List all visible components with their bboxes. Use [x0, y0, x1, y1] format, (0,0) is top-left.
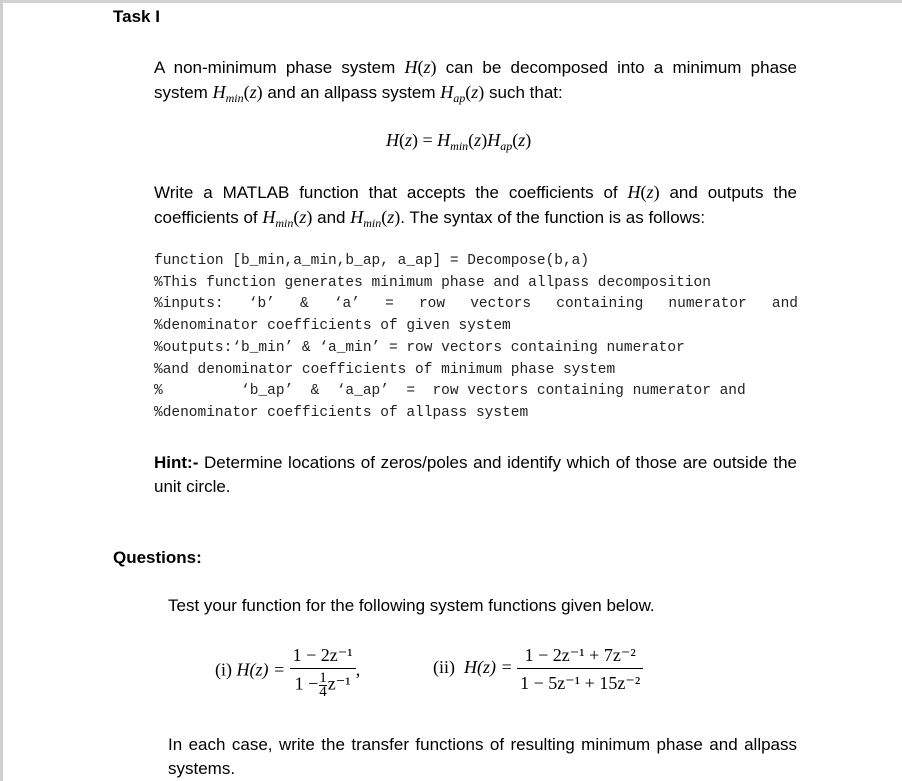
eq1-label: (i)	[215, 659, 232, 680]
code-line: %denominator coefficients of allpass system	[154, 404, 529, 421]
code-line: %and denominator coefficients of minimum phase system	[154, 361, 616, 378]
intro-text-4: such that:	[489, 83, 563, 102]
top-border	[2, 0, 902, 3]
math-Hmin: $H_{min}(z)$	[212, 82, 263, 105]
eq1-den-z: z⁻¹	[327, 673, 351, 694]
matlab-code-block	[154, 251, 798, 425]
eq1-fraction	[290, 644, 356, 699]
code-line: function [b_min,a_min,b_ap, a_ap] = Decompose(b,a)	[154, 253, 590, 269]
eq1-numerator: 1 − 2z⁻¹	[292, 645, 353, 665]
task-title: Task I	[113, 7, 160, 26]
questions-title: Questions:	[113, 548, 202, 567]
hint-label: Hint:-	[154, 453, 199, 472]
math-Hmin-3: $H_{min}(z)$	[350, 207, 401, 230]
eq2-denominator: 1 − 5z⁻¹ + 15z⁻²	[517, 668, 643, 694]
intro-text-2: can be decomposed into a minimum phase system	[154, 58, 797, 102]
eq2-numerator: 1 − 2z⁻¹ + 7z⁻²	[524, 645, 636, 665]
closing-paragraph: In each case, write the transfer functions of resulting minimum phase and allpass systems.	[168, 735, 797, 778]
equation-i	[215, 644, 360, 699]
decomposition-equation: $H(z) = H_{min}(z)H_{ap}(z)$	[386, 130, 532, 153]
intro-text-1: A non-minimum phase system	[154, 58, 396, 77]
intro-text-3: and an allpass system	[267, 83, 436, 102]
questions-intro: Test your function for the following system functions given below.	[168, 596, 655, 615]
write-text-2: and outputs the coefficients of	[154, 183, 797, 227]
intro-paragraph	[154, 55, 797, 105]
math-H-2: H(z)	[627, 182, 660, 202]
code-line: % ‘b_ap’ & ‘a_ap’ = row vectors containing numerator and	[154, 383, 746, 400]
write-text-1: Write a MATLAB function that accepts the coefficients of	[154, 183, 618, 202]
eq2-lhs: H(z) =	[464, 657, 513, 678]
math-Hmin-2: $H_{min}(z)$	[262, 207, 313, 230]
quarter-den: 4	[319, 684, 327, 700]
math-H: H(z)	[404, 57, 437, 77]
write-text-4: . The syntax of the function is as follows:	[400, 208, 706, 227]
math-Hap: $H_{ap}(z)$	[440, 82, 485, 105]
equation-ii	[433, 644, 643, 694]
hint-text: Determine locations of zeros/poles and identify which of those are outside the unit circle.	[154, 453, 797, 496]
eq1-lhs: H(z) =	[236, 659, 286, 680]
left-border	[0, 0, 3, 781]
eq2-fraction	[517, 644, 643, 694]
write-paragraph	[154, 180, 797, 230]
quarter-fraction	[319, 672, 327, 699]
eq1-den-part: 1 −	[294, 673, 319, 694]
code-line: %inputs: ‘b’ & ‘a’ = row vectors containing numerator and	[154, 296, 798, 313]
code-line: %outputs:‘b_min’ & ‘a_min’ = row vectors containing numerator	[154, 339, 685, 356]
code-line: %This function generates minimum phase and allpass decomposition	[154, 274, 711, 291]
eq2-label: (ii)	[433, 657, 455, 678]
write-text-3: and	[317, 208, 346, 227]
hint-paragraph	[154, 451, 797, 499]
code-line: %denominator coefficients of given system	[154, 318, 511, 335]
eq1-denominator	[290, 668, 356, 699]
quarter-num: 1	[319, 670, 327, 686]
eq1-trail: ,	[355, 659, 361, 680]
